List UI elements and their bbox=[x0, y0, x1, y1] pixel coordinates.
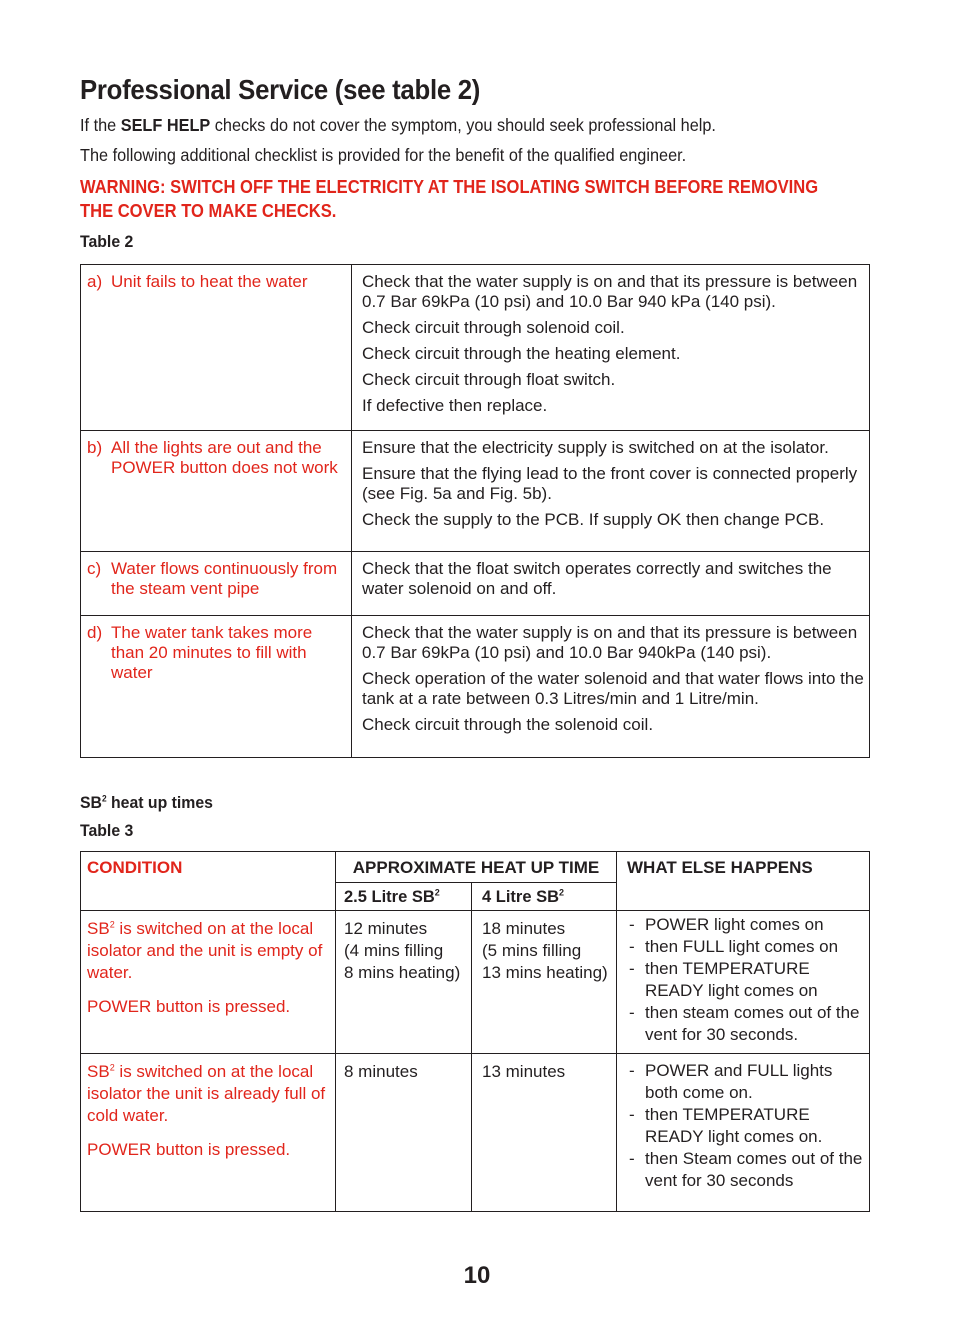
check-cell bbox=[352, 265, 870, 431]
check-item: Check circuit through float switch. bbox=[362, 370, 616, 389]
intro-prefix: If the bbox=[80, 115, 121, 135]
header-superscript: 2 bbox=[559, 887, 565, 898]
symptom-letter: a) bbox=[87, 272, 103, 291]
time-line: 8 minutes bbox=[344, 1062, 418, 1081]
check-item: Ensure that the flying lead to the front cover is connected properly (see Fig. 5a and Fig. 5b). bbox=[362, 464, 858, 503]
condition-superscript: 2 bbox=[109, 919, 115, 930]
check-item: Check that the water supply is on and that its pressure is between 0.7 Bar 69kPa (10 psi) and 10.0 Bar 940 kPa (140 psi). bbox=[362, 272, 858, 311]
table-row bbox=[81, 616, 870, 758]
header-approx-time: APPROXIMATE HEAT UP TIME bbox=[336, 852, 617, 883]
table-row bbox=[81, 265, 870, 431]
table-2 bbox=[80, 264, 870, 758]
heading-suffix: heat up times bbox=[106, 793, 213, 812]
time-line: (5 mins filling bbox=[482, 941, 582, 960]
events-cell bbox=[617, 911, 870, 1054]
list-item: - then TEMPERATURE READY light comes on bbox=[627, 958, 865, 1002]
heading-superscript: 2 bbox=[101, 793, 107, 804]
time-line: 8 mins heating) bbox=[344, 963, 461, 982]
heading-prefix: SB bbox=[80, 793, 102, 812]
header-superscript: 2 bbox=[434, 887, 440, 898]
list-item: - then FULL light comes on bbox=[627, 936, 865, 958]
list-item: - POWER and FULL lights both come on. bbox=[627, 1060, 865, 1104]
warning-text: WARNING: SWITCH OFF THE ELECTRICITY AT THE ISOLATING SWITCH BEFORE REMOVING THE COVER TO MAKE CHECKS. bbox=[80, 177, 819, 221]
intro-line-2: The following additional checklist is provided for the benefit of the qualified engineer. bbox=[80, 145, 687, 165]
list-item: - POWER light comes on bbox=[627, 914, 865, 936]
condition-text bbox=[87, 918, 329, 984]
condition-cell bbox=[81, 911, 336, 1054]
intro-line-1 bbox=[80, 115, 716, 136]
check-cell bbox=[352, 552, 870, 616]
symptom-cell bbox=[81, 616, 352, 758]
table-row bbox=[81, 552, 870, 616]
condition-prefix: SB bbox=[87, 1062, 110, 1081]
symptom-text: Unit fails to heat the water bbox=[111, 272, 308, 291]
check-item: If defective then replace. bbox=[362, 396, 548, 415]
events-cell bbox=[617, 1054, 870, 1212]
symptom-letter: d) bbox=[87, 623, 103, 642]
header-small-unit bbox=[336, 883, 472, 911]
time-line: 18 minutes bbox=[482, 919, 566, 938]
header-row bbox=[81, 852, 870, 883]
check-item: Check circuit through solenoid coil. bbox=[362, 318, 625, 337]
list-item: - then steam comes out of the vent for 30 seconds. bbox=[627, 1002, 865, 1046]
time-line: 12 minutes bbox=[344, 919, 428, 938]
table-row bbox=[81, 431, 870, 552]
page-number: 10 bbox=[463, 1262, 491, 1289]
table3-heading bbox=[80, 793, 213, 813]
symptom-letter: c) bbox=[87, 559, 102, 578]
symptom-letter: b) bbox=[87, 438, 103, 457]
time-line: 13 mins heating) bbox=[482, 963, 608, 982]
check-item: Check the supply to the PCB. If supply OK then change PCB. bbox=[362, 510, 825, 529]
table-row bbox=[81, 1054, 870, 1212]
header-small-label: 2.5 Litre SB bbox=[344, 888, 435, 906]
check-item: Check that the float switch operates correctly and switches the water solenoid on and off. bbox=[362, 559, 832, 598]
large-unit-time-cell bbox=[472, 1054, 617, 1212]
condition-action: POWER button is pressed. bbox=[87, 1140, 291, 1159]
condition-body: is switched on at the local isolator and the unit is empty of water. bbox=[87, 919, 323, 982]
intro-suffix: checks do not cover the symptom, you should seek professional help. bbox=[210, 115, 716, 135]
condition-body: is switched on at the local isolator the unit is already full of cold water. bbox=[87, 1062, 326, 1125]
check-item: Check operation of the water solenoid and that water flows into the tank at a rate between 0.3 Litres/min and 1 Litre/min. bbox=[362, 669, 864, 708]
symptom-cell bbox=[81, 552, 352, 616]
table3-caption: Table 3 bbox=[80, 821, 134, 840]
intro-bold: SELF HELP bbox=[120, 115, 211, 135]
check-item: Check circuit through the solenoid coil. bbox=[362, 715, 654, 734]
check-item: Check that the water supply is on and that its pressure is between 0.7 Bar 69kPa (10 psi) and 10.0 Bar 940kPa (140 psi). bbox=[362, 623, 858, 662]
symptom-cell bbox=[81, 431, 352, 552]
header-what-else: WHAT ELSE HAPPENS bbox=[617, 852, 870, 911]
check-item: Ensure that the electricity supply is switched on at the isolator. bbox=[362, 438, 829, 457]
symptom-text: The water tank takes more than 20 minutes to fill with water bbox=[111, 623, 313, 682]
header-condition: CONDITION bbox=[81, 852, 336, 911]
condition-superscript: 2 bbox=[109, 1062, 115, 1073]
time-line: (4 mins filling bbox=[344, 941, 444, 960]
symptom-text: Water flows continuously from the steam vent pipe bbox=[111, 559, 338, 598]
condition-text bbox=[87, 1061, 329, 1127]
symptom-text: All the lights are out and the POWER button does not work bbox=[111, 438, 338, 477]
condition-action: POWER button is pressed. bbox=[87, 997, 291, 1016]
list-item: - then TEMPERATURE READY light comes on. bbox=[627, 1104, 865, 1148]
check-cell bbox=[352, 431, 870, 552]
symptom-cell bbox=[81, 265, 352, 431]
header-large-label: 4 Litre SB bbox=[482, 888, 560, 906]
check-cell bbox=[352, 616, 870, 758]
condition-cell bbox=[81, 1054, 336, 1212]
table-3 bbox=[80, 851, 870, 1212]
large-unit-time-cell bbox=[472, 911, 617, 1054]
small-unit-time-cell bbox=[336, 911, 472, 1054]
events-list bbox=[627, 1060, 865, 1192]
small-unit-time-cell bbox=[336, 1054, 472, 1212]
page-title: Professional Service (see table 2) bbox=[80, 74, 481, 105]
check-item: Check circuit through the heating element. bbox=[362, 344, 681, 363]
condition-prefix: SB bbox=[87, 919, 110, 938]
time-line: 13 minutes bbox=[482, 1062, 566, 1081]
table2-caption: Table 2 bbox=[80, 232, 134, 251]
header-large-unit bbox=[472, 883, 617, 911]
list-item: - then Steam comes out of the vent for 30 seconds bbox=[627, 1148, 865, 1192]
table-row bbox=[81, 911, 870, 1054]
events-list bbox=[627, 914, 865, 1046]
